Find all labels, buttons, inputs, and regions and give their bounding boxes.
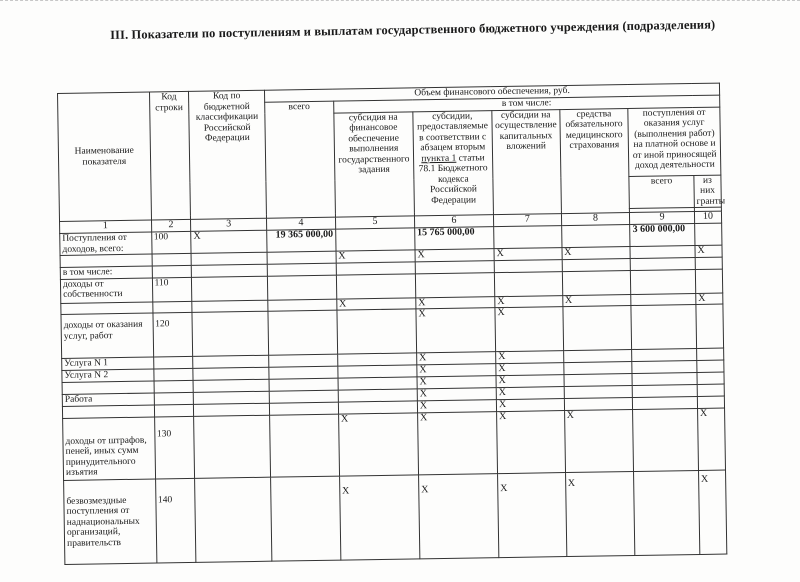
cell-mark: X bbox=[338, 412, 418, 475]
row-code: 130 bbox=[154, 416, 195, 479]
cell-mark: X bbox=[337, 297, 416, 310]
row-label: в том числе: bbox=[60, 266, 152, 279]
cell-mark: X bbox=[698, 470, 726, 554]
cell-mark: X bbox=[496, 375, 564, 388]
col-number: 3 bbox=[191, 218, 267, 231]
header-paid-services: поступления от оказания услуг (выполнения работ) на платной основе и от иной приносящей доход деятельности bbox=[628, 107, 721, 176]
cell-mark: X bbox=[417, 352, 496, 365]
header-name: Наименование показателя bbox=[58, 92, 152, 221]
table-row bbox=[63, 408, 726, 480]
cell-mark: X bbox=[417, 388, 496, 401]
row-label: Услуга N 1 bbox=[62, 357, 154, 370]
row-label: доходы от штрафов, пеней, иных сумм принудительного изъятия bbox=[63, 417, 156, 480]
cell-mark: X bbox=[496, 363, 564, 376]
header-total: всего bbox=[265, 101, 336, 218]
cell-mark: X bbox=[416, 308, 496, 353]
header-subsidy-78-part2: статьи 78.1 Бюджетного кодекса Российской Федерации bbox=[418, 152, 488, 206]
cell-mark: X bbox=[417, 376, 496, 389]
cell-total-value: 19 365 000,00 bbox=[267, 229, 336, 252]
cell-mark: X bbox=[696, 293, 723, 305]
col-number: 1 bbox=[60, 220, 152, 233]
cell-mark: X bbox=[496, 387, 564, 400]
cell-mark: X bbox=[418, 473, 498, 558]
row-label: Поступления от доходов, всего: bbox=[60, 232, 152, 255]
row-label: безвозмездные поступления от наднациональных организаций, правительств bbox=[64, 479, 157, 564]
header-paid-total: всего bbox=[629, 175, 694, 209]
row-code: 100 bbox=[151, 231, 191, 254]
cell-mark: X bbox=[495, 307, 563, 352]
cell-mark: X bbox=[191, 230, 267, 253]
header-subsidy-78-part1: субсидии, предоставляемые в соответствии с абзацем вторым bbox=[417, 110, 488, 154]
header-subsidy-capital: субсидии на осуществление капитальных вложений bbox=[492, 109, 561, 215]
cell-mark: X bbox=[498, 472, 567, 557]
row-code: 140 bbox=[155, 478, 196, 563]
cell-mark: X bbox=[495, 295, 563, 308]
row-label: доходы от собственности bbox=[60, 278, 152, 303]
row-label: Работа bbox=[62, 393, 154, 406]
cell-empty bbox=[335, 228, 414, 251]
header-subsidy-78 bbox=[413, 110, 494, 216]
cell-mark: X bbox=[497, 410, 566, 473]
col-number: 7 bbox=[493, 214, 561, 227]
header-grants: из них гранты bbox=[694, 175, 722, 208]
header-oms: средства обязательного медицинского страхования bbox=[559, 108, 629, 214]
cell-mark: X bbox=[496, 399, 564, 412]
table-row bbox=[64, 470, 727, 564]
cell-mark: X bbox=[416, 296, 495, 309]
cell-mark: X bbox=[417, 400, 496, 413]
cell-mark: X bbox=[336, 250, 415, 263]
row-code: 120 bbox=[153, 312, 193, 357]
col-number: 2 bbox=[151, 219, 191, 232]
header-code-row: Код строки bbox=[149, 91, 191, 220]
cell-empty bbox=[561, 225, 630, 248]
col-number: 6 bbox=[414, 215, 493, 228]
header-volume: Объем финансового обеспечения, руб. bbox=[265, 83, 720, 102]
section-title: III. Показатели по поступлениям и выплатам государственного бюджетного учреждения (подразделения) bbox=[110, 17, 716, 42]
cell-mark: X bbox=[417, 364, 496, 377]
row-label: доходы от оказания услуг, работ bbox=[61, 313, 153, 358]
col-number: 8 bbox=[561, 213, 630, 226]
page-edge-line bbox=[0, 0, 800, 3]
cell-mark: X bbox=[339, 474, 419, 559]
indicators-table-wrap bbox=[57, 83, 727, 565]
cell-empty bbox=[494, 226, 562, 249]
col-number: 4 bbox=[267, 217, 336, 230]
cell-mark: X bbox=[565, 471, 635, 556]
row-label: Услуга N 2 bbox=[62, 369, 154, 382]
row-code: 110 bbox=[152, 277, 192, 302]
cell-mark: X bbox=[564, 409, 634, 472]
col-number: 10 bbox=[694, 211, 721, 223]
cell-mark: X bbox=[496, 351, 564, 364]
cell-empty bbox=[694, 223, 721, 245]
cell-mark: X bbox=[417, 411, 497, 474]
cell-mark: X bbox=[415, 249, 494, 262]
cell-mark: X bbox=[494, 248, 562, 261]
indicators-table bbox=[57, 83, 727, 565]
cell-mark: X bbox=[697, 408, 725, 470]
header-subsidy-task: субсидия на финансовое обеспечение выполнения государственного задания bbox=[334, 111, 415, 217]
header-including: в том числе: bbox=[333, 95, 719, 113]
cell-mark: X bbox=[695, 245, 722, 257]
cell-paid-value: 3 600 000,00 bbox=[630, 224, 695, 247]
cell-subsidy78-value: 15 765 000,00 bbox=[415, 227, 494, 250]
header-subsidy-78-link[interactable]: пункта 1 bbox=[421, 153, 457, 164]
cell-mark: X bbox=[562, 247, 631, 260]
col-number: 5 bbox=[335, 216, 414, 229]
col-number: 9 bbox=[630, 212, 695, 225]
cell-mark: X bbox=[562, 294, 631, 307]
header-code-budget: Код по бюджетной классификации Российской Федерации bbox=[189, 90, 267, 219]
